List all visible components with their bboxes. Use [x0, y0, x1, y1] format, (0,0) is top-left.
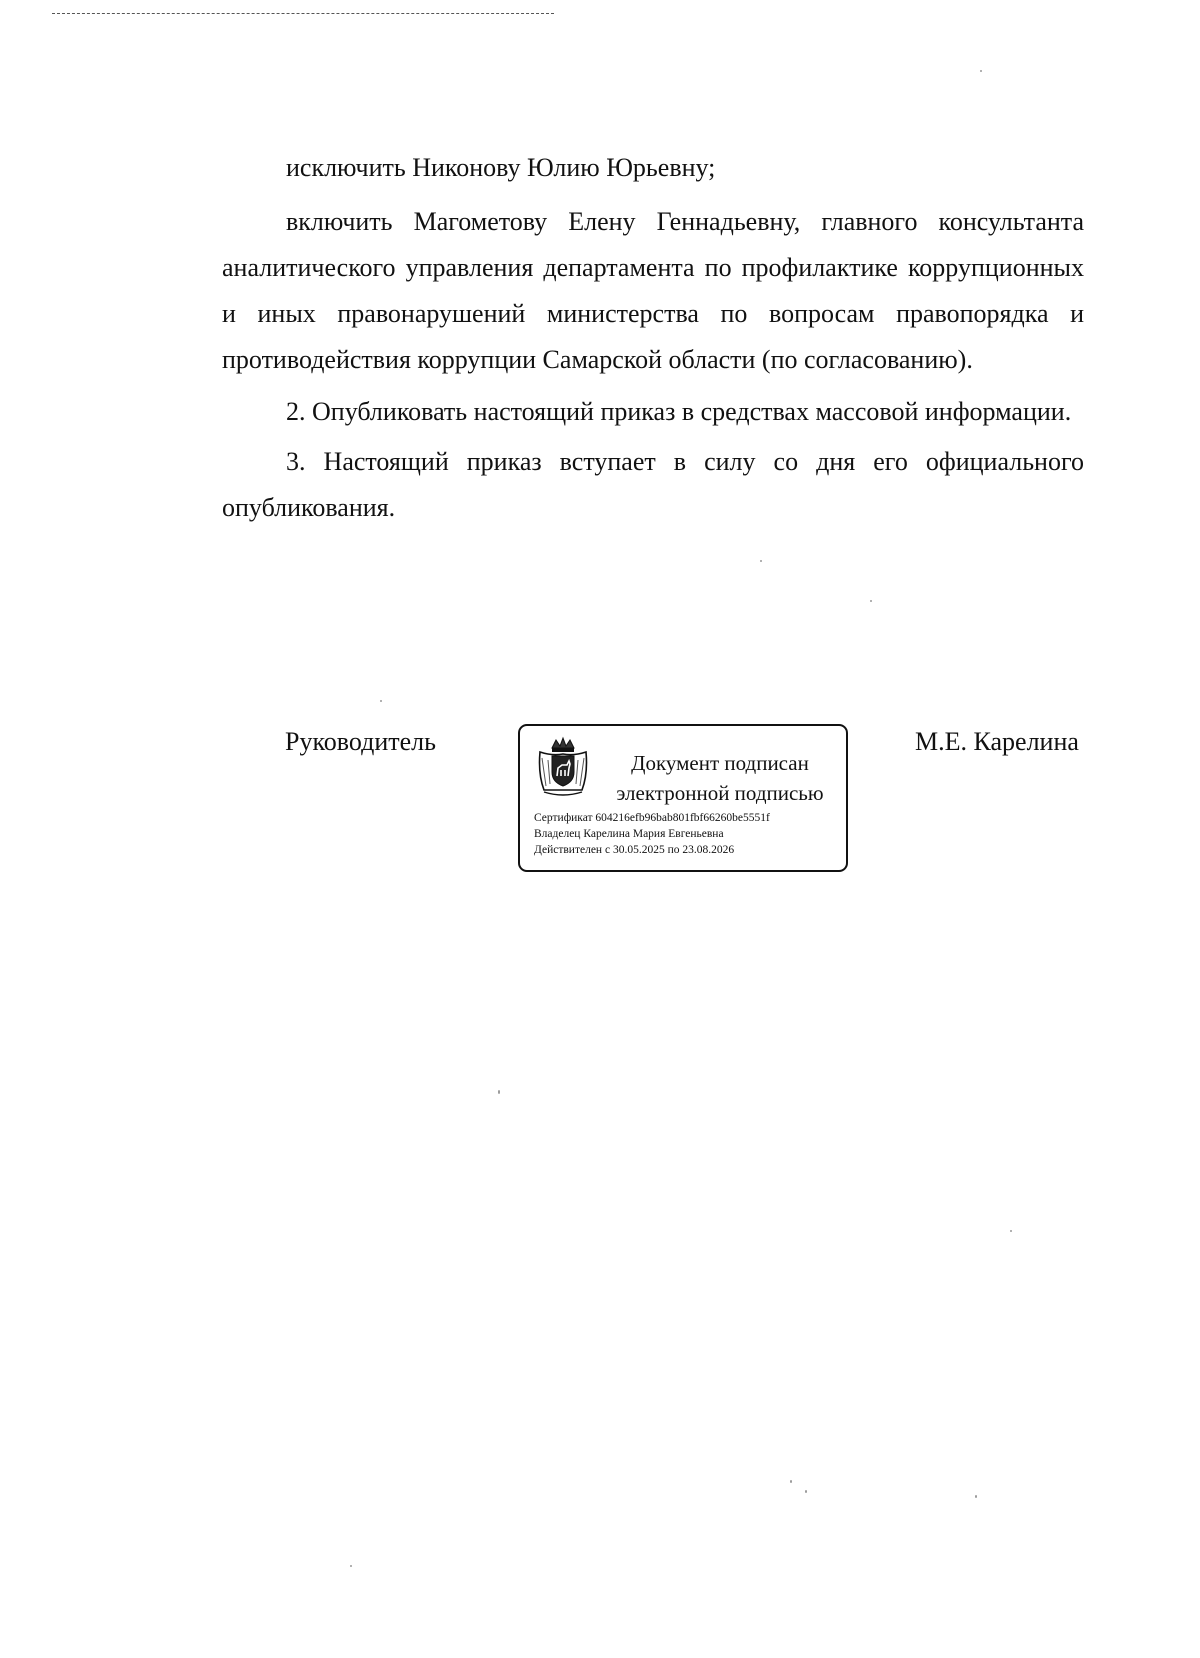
- signer-position: Руководитель: [285, 727, 436, 756]
- electronic-signature-stamp: [518, 724, 848, 872]
- paragraph-include: включить Магометову Елену Геннадьевну, главного консультанта аналитического управления департамента по профилактике коррупционных и иных правонарушений министерства по вопросам правопорядка и противодействия коррупции Самарской области (по согласованию).: [222, 207, 1084, 374]
- paragraph-exclude: исключить Никонову Юлию Юрьевну;: [286, 153, 716, 182]
- stamp-certificate: Сертификат 604216efb96bab801fbf66260be5551f: [534, 812, 770, 824]
- signer-name: М.Е. Карелина: [915, 727, 1079, 756]
- document-body: [222, 145, 1084, 531]
- stamp-title-line-1: Документ подписан: [631, 751, 809, 775]
- top-dashed-rule: [52, 13, 554, 14]
- scan-speck: [870, 600, 872, 602]
- stamp-title: [600, 748, 840, 808]
- paragraph-effective: 3. Настоящий приказ вступает в силу со дня его официального опубликования.: [222, 447, 1084, 522]
- samara-region-coat-of-arms-icon: [534, 734, 592, 798]
- scan-speck: [498, 1090, 500, 1094]
- stamp-validity: Действителен с 30.05.2025 по 23.08.2026: [534, 844, 735, 856]
- scan-speck: [805, 1490, 807, 1493]
- scan-speck: [980, 70, 982, 72]
- scan-speck: [790, 1480, 792, 1483]
- scan-speck: [975, 1495, 977, 1498]
- scan-speck: [350, 1565, 352, 1567]
- scan-speck: [1010, 1230, 1012, 1232]
- stamp-owner: Владелец Карелина Мария Евгеньевна: [534, 828, 724, 840]
- paragraph-publish: 2. Опубликовать настоящий приказ в средствах массовой информации.: [286, 397, 1072, 426]
- stamp-title-line-2: электронной подписью: [616, 781, 824, 805]
- scan-speck: [380, 700, 382, 702]
- stamp-details: [534, 810, 770, 858]
- scan-speck: [760, 560, 762, 562]
